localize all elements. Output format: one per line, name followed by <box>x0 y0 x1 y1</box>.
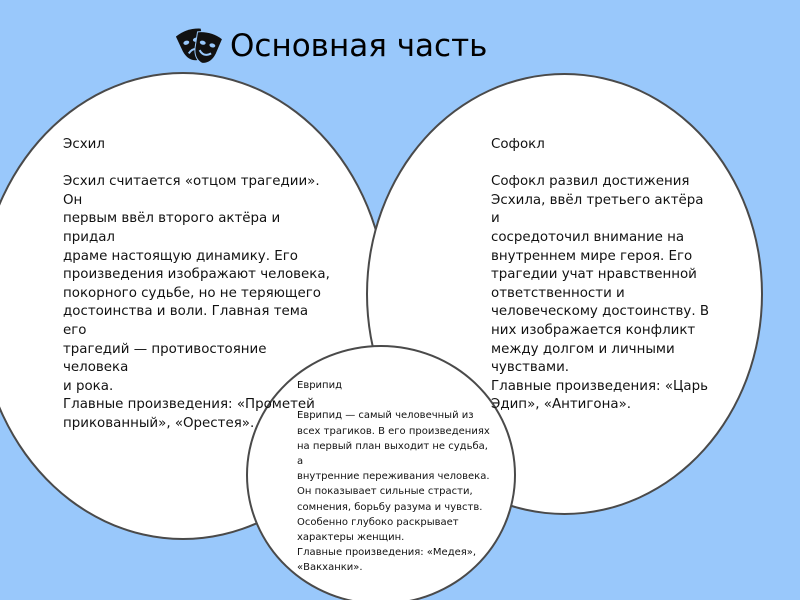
theater-masks-icon <box>176 26 222 66</box>
euripides-heading: Еврипид <box>297 380 343 391</box>
sophocles-works: Главные произведения: «Царь Эдип», «Антигона». <box>491 378 709 413</box>
aeschylus-text-block <box>63 136 333 434</box>
sophocles-text-block <box>491 136 716 415</box>
sophocles-description: Софокл развил достижения Эсхила, ввёл третьего актёра и сосредоточил внимание на внутреннем мире героя. Его трагедии учат нравственной ответственности и человеческому достоинству. В них изображается конфликт между долгом и личными чувствами. <box>491 174 710 376</box>
slide-title <box>176 24 487 68</box>
sophocles-heading: Софокл <box>491 137 545 152</box>
aeschylus-description: Эсхил считается «отцом трагедии». Он первым ввёл второго актёра и придал драме настоящую динамику. Его произведения изображают человека, покорного судьбе, но не теряющего достоинства и воли. Главная тема его трагедий — противостояние человека и рока. <box>63 174 330 394</box>
euripides-description: Еврипид — самый человечный из всех трагиков. В его произведениях на первый план выходит не судьба, а внутренние переживания человека. Он показывает сильные страсти, сомнения, борьбу разума и чувств. Особенно глубоко раскрывает характеры женщин. <box>297 410 490 544</box>
euripides-works: Главные произведения: «Медея», «Вакханки». <box>297 547 477 574</box>
slide-title-text: Основная часть <box>230 28 488 64</box>
aeschylus-heading: Эсхил <box>63 137 105 152</box>
euripides-text-block <box>297 378 497 576</box>
aeschylus-works: Главные произведения: «Прометей прикованный», «Орестея». <box>63 397 315 431</box>
